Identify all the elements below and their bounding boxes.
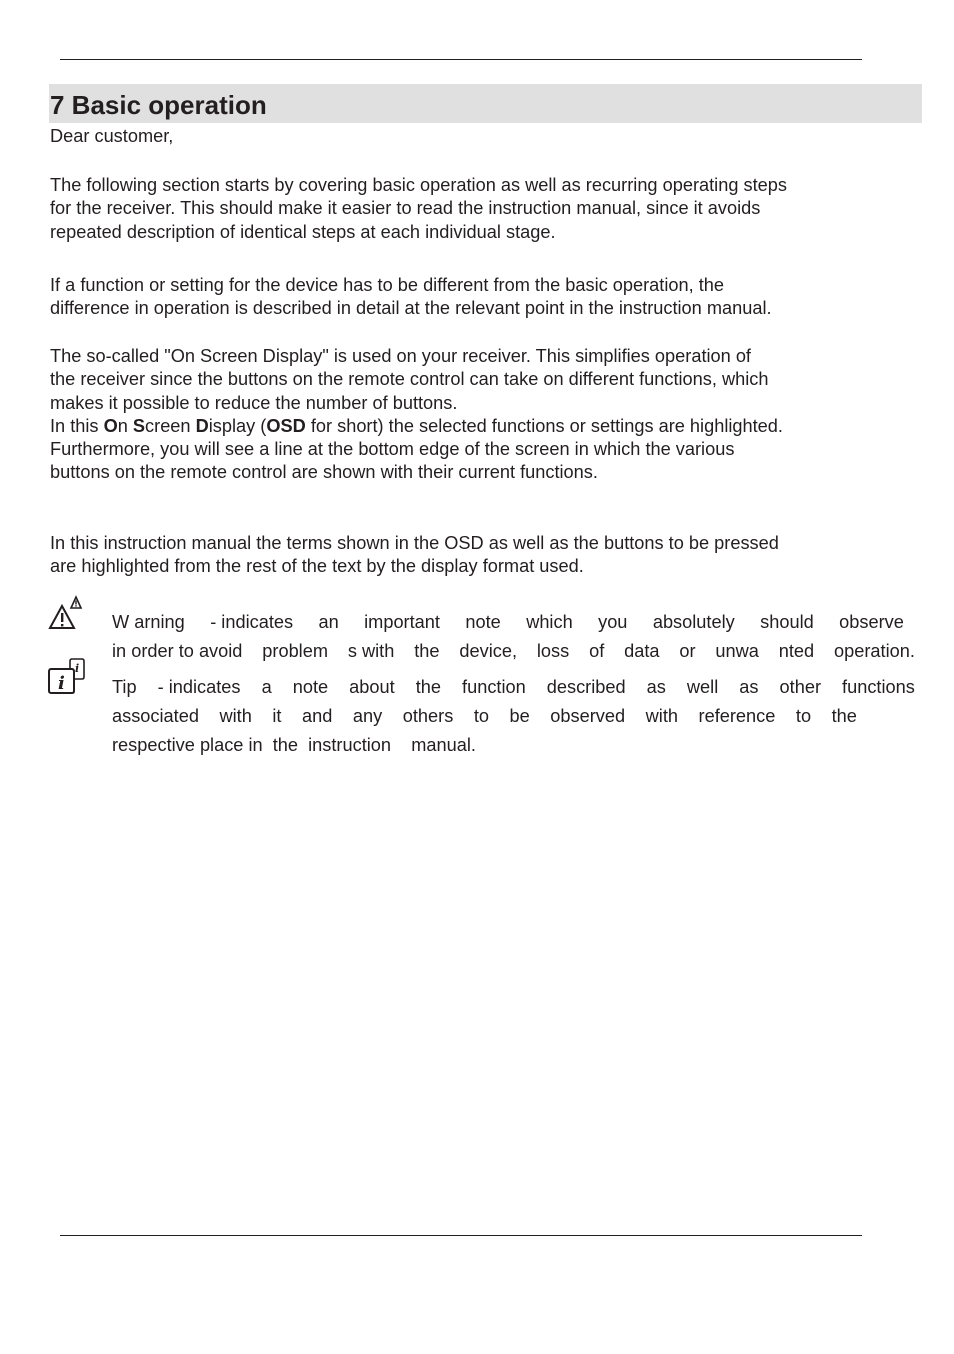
word: note [465, 612, 501, 632]
word: be [509, 706, 530, 726]
word: with [645, 706, 678, 726]
info-tip-icon [46, 657, 86, 697]
word: the [414, 641, 440, 661]
osd-line [50, 415, 880, 438]
word: and [301, 706, 333, 726]
word: observed [550, 706, 626, 726]
word: loss [536, 641, 570, 661]
bottom-rule [60, 1235, 862, 1236]
word: others [402, 706, 454, 726]
svg-text:i: i [58, 673, 65, 694]
word: or [679, 641, 696, 661]
word: any [352, 706, 383, 726]
text-run: In this [50, 415, 104, 436]
word: - indicates [210, 612, 294, 632]
warning-triangle-icon [47, 594, 87, 632]
word: W arning [112, 612, 185, 632]
word: important [364, 612, 440, 632]
word: data [624, 641, 660, 661]
word: the [415, 677, 441, 697]
paragraph-osd [50, 345, 880, 485]
text-line: The following section starts by covering basic operation as well as recurring operating steps [50, 175, 787, 195]
warning-line-1 [112, 608, 915, 637]
word: it [272, 706, 282, 726]
word: about [349, 677, 395, 697]
text-line: difference in operation is described in detail at the relevant point in the instruction manual. [50, 298, 772, 319]
word: as [646, 677, 666, 697]
warning-line-2 [112, 637, 915, 666]
word: absolutely [652, 612, 735, 632]
text-run: isplay ( [208, 415, 267, 436]
word: function [462, 677, 526, 697]
word: you [598, 612, 628, 632]
text-line: If a function or setting for the device has to be different from the basic operation, the [50, 275, 725, 295]
text-line: repeated description of identical steps at each individual stage. [50, 221, 556, 242]
word: to [473, 706, 489, 726]
paragraph-formatting [50, 532, 880, 579]
word: an [318, 612, 339, 632]
word: associated [112, 706, 199, 726]
word: to [795, 706, 812, 726]
word: as [739, 677, 759, 697]
word: device, [459, 641, 518, 661]
top-rule [60, 59, 862, 60]
word: operation. [834, 641, 915, 661]
tip-line-2 [112, 702, 857, 731]
word: - indicates [157, 677, 241, 697]
word: in order to avoid [112, 641, 243, 661]
section-heading-bar [49, 84, 922, 123]
section-title: 7 Basic operation [50, 90, 267, 120]
text-run: creen [145, 415, 196, 436]
greeting-text: Dear customer, [50, 126, 174, 146]
word: unwa [715, 641, 759, 661]
tip-line-1 [112, 673, 915, 702]
word: should [760, 612, 814, 632]
paragraph-difference [50, 274, 880, 321]
tip-line-3: respective place in the instruction manual. [112, 735, 476, 755]
word: note [292, 677, 329, 697]
text-line: for the receiver. This should make it easier to read the instruction manual, since it avoids [50, 198, 761, 219]
text-line: Furthermore, you will see a line at the bottom edge of the screen in which the various [50, 439, 735, 460]
word: of [589, 641, 605, 661]
bold-letter: S [132, 415, 146, 436]
text-line: makes it possible to reduce the number of buttons. [50, 392, 458, 413]
word: a [261, 677, 272, 697]
text-run: for short) the selected functions or settings are highlighted. [305, 415, 783, 436]
bold-letter: D [195, 415, 209, 436]
text-line: buttons on the remote control are shown with their current functions. [50, 462, 598, 483]
warning-note [112, 608, 915, 666]
word: Tip [112, 677, 137, 697]
greeting [50, 125, 880, 148]
word: s with [347, 641, 395, 661]
bold-letter: O [103, 415, 118, 436]
word: other [779, 677, 822, 697]
text-line: are highlighted from the rest of the text by the display format used. [50, 556, 584, 577]
paragraph-intro [50, 174, 880, 244]
word: functions [842, 677, 915, 697]
text-line: In this instruction manual the terms shown in the OSD as well as the buttons to be pressed [50, 533, 779, 553]
word: well [686, 677, 719, 697]
word: reference [698, 706, 776, 726]
word: which [526, 612, 573, 632]
bold-acronym: OSD [266, 415, 306, 436]
text-line: the receiver since the buttons on the remote control can take on different functions, which [50, 369, 769, 390]
word: with [219, 706, 252, 726]
text-run: n [117, 415, 133, 436]
word: observe [839, 612, 904, 632]
word: the [831, 706, 857, 726]
word: described [546, 677, 626, 697]
tip-note [112, 673, 915, 760]
word: problem [262, 641, 328, 661]
svg-text:i: i [75, 662, 80, 675]
text-line: The so-called "On Screen Display" is used on your receiver. This simplifies operation of [50, 346, 751, 366]
word: nted [778, 641, 815, 661]
